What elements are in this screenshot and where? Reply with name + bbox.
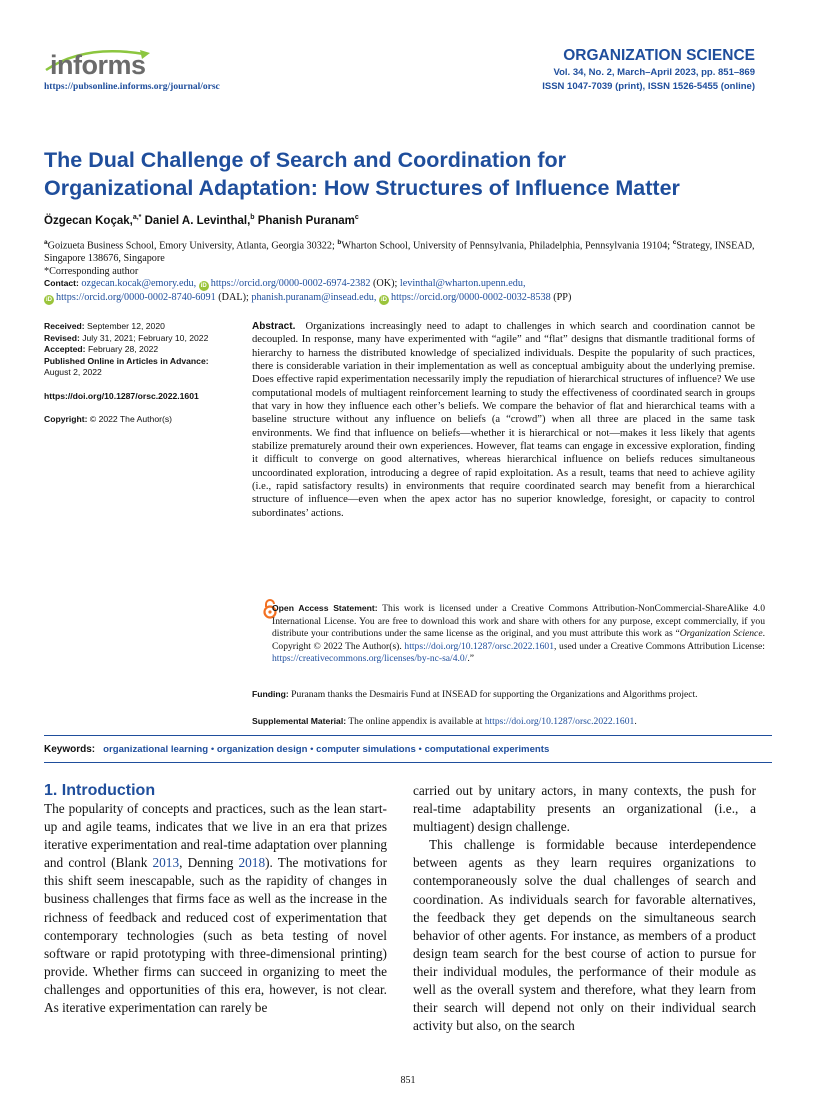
author-1: Özgecan Koçak, — [44, 214, 133, 227]
author-2-sup: b — [250, 214, 255, 221]
orcid-link-2[interactable]: https://orcid.org/0000-0002-8740-6091 — [56, 292, 216, 303]
keyword-separator: • — [310, 744, 314, 755]
received-label: Received: — [44, 321, 85, 331]
keyword-link[interactable]: organization design — [216, 744, 308, 755]
intro-text: The popularity of concepts and practices, such as the lean start-up and agile teams, indicates that we live in an era that prizes iterative experimentation and real-time adaptation over planning and control (Blank — [44, 801, 387, 871]
keywords — [44, 744, 549, 755]
supplemental-text: The online appendix is available at — [348, 716, 483, 727]
orcid-icon: iD — [46, 297, 52, 303]
orcid-icon: iD — [200, 283, 207, 289]
affiliation-b: Wharton School, University of Pennsylvania, Philadelphia, Pennsylvania 19104; — [341, 240, 671, 252]
revised-date: July 31, 2021; February 10, 2022 — [82, 332, 209, 343]
funding-label: Funding: — [252, 689, 289, 699]
orcid-icon: iD — [380, 297, 387, 303]
citation-link[interactable]: 2013 — [152, 855, 180, 871]
keyword-link[interactable]: computational experiments — [424, 744, 550, 755]
email-link-2[interactable]: levinthal@wharton.upenn.edu, — [399, 278, 526, 289]
paragraph: This challenge is formidable because interdependence between agents as they learn requires organizations to contemporaneously solve the dual challenges of search and coordination. As individuals search for favorable alternatives, the feedback they get depends on the simultaneous search behavior of other agents. For instance, as members of a product design team search for the best course of action to pursue for their individual modules, the performance of their module as well as the overall system and therefore, what they learn from their search will depend not only on their individual search activity but also, on the search — [413, 837, 756, 1034]
received-date: September 12, 2020 — [87, 321, 165, 331]
open-access-doi-link[interactable]: https://doi.org/10.1287/orsc.2022.1601 — [404, 640, 554, 652]
author-2: Daniel A. Levinthal, — [144, 214, 251, 227]
affiliations: $^a$Goizueta Business School, Emory University, Atlanta, Georgia 30322; $^b$Wharton School, University of Pennsylvania, Philadelphia, Pennsylvania 19104; $^c$Strategy, INSEAD, Singapore 138676, Singapore *Corresponding author — [44, 239, 755, 278]
open-access-statement — [262, 602, 765, 666]
journal-name: ORGANIZATION SCIENCE — [563, 47, 755, 64]
orcid-link-3[interactable]: https://orcid.org/0000-0002-0032-8538 — [390, 292, 551, 303]
funding-text: Puranam thanks the Desmairis Fund at INSEAD for supporting the Organizations and Algorithms project. — [291, 689, 698, 700]
body-column-left — [44, 800, 387, 1017]
email-link-3[interactable]: phanish.puranam@insead.edu, — [251, 292, 377, 303]
supplemental-material — [252, 715, 755, 729]
corresponding-author-note: *Corresponding author — [44, 266, 139, 278]
accepted-date: February 28, 2022 — [87, 344, 159, 354]
revised-label: Revised: — [44, 332, 80, 343]
keyword-link[interactable]: organizational learning — [103, 744, 209, 755]
supplemental-label: Supplemental Material: — [252, 716, 347, 726]
open-access-text: This work is licensed under a Creative Commons Attribution-NonCommercial-ShareAlike 4.0 International License. You are free to download this work and share with others for any purpose, except commercially, if you distribute your contributions under the same license as the original, and you must attribute this work as “ — [272, 603, 765, 640]
body-column-right — [413, 782, 756, 1035]
intro-text: ). The motivations for this shift seem inescapable, such as the rapidity of changes in business challenges that firms face as well as the increase in the richness of feedback and reduced cost of experimentation that contemporary technologies (such as beta testing of novel software or rapid prototyping with three-dimensional printing) provide. Whether firms can succeed in organizing to meet the challenges and opportunities of this era, however, is not clear. As iterative experimentation can rarely be — [44, 855, 388, 1016]
open-access-text-4: .” — [467, 653, 475, 665]
citation-link[interactable]: 2018 — [238, 855, 266, 871]
divider — [44, 762, 772, 763]
abstract-label: Abstract. — [252, 321, 296, 332]
keyword-link[interactable]: computer simulations — [316, 744, 416, 755]
keyword-separator: • — [210, 744, 215, 755]
abstract — [252, 320, 755, 520]
keyword-separator: • — [418, 744, 422, 755]
license-link[interactable]: https://creativecommons.org/licenses/by-nc-sa/4.0/ — [272, 653, 468, 665]
keywords-label: Keywords: — [44, 744, 96, 755]
email-link-1[interactable]: ozgecan.kocak@emory.edu, — [81, 278, 197, 289]
orcid-tag-1: (OK); — [372, 278, 398, 289]
published-date: August 2, 2022 — [44, 367, 102, 377]
orcid-tag-3: (PP) — [553, 292, 572, 303]
author-1-sup: a,* — [132, 214, 142, 221]
page-number: 851 — [400, 1075, 416, 1086]
supplemental-end: . — [634, 716, 637, 727]
supplemental-link[interactable]: https://doi.org/10.1287/orsc.2022.1601 — [484, 716, 635, 727]
journal-url-link[interactable]: https://pubsonline.informs.org/journal/orsc — [44, 82, 220, 92]
affiliation-a: Goizueta Business School, Emory University, Atlanta, Georgia 30322; — [47, 240, 335, 252]
author-3-sup: c — [354, 214, 359, 221]
author-3: Phanish Puranam — [257, 214, 355, 227]
title-line-2: Organizational Adaptation: How Structures of Influence Matter — [44, 176, 680, 200]
journal-issn: ISSN 1047-7039 (print), ISSN 1526-5455 (online) — [542, 81, 755, 92]
published-label: Published Online in Articles in Advance: — [44, 355, 209, 366]
paragraph: carried out by unitary actors, in many contexts, the push for real-time adaptability presents an organizational (i.e., a multiagent) design challenge. — [413, 783, 756, 835]
orcid-tag-2: (DAL); — [218, 292, 249, 303]
title-line-1: The Dual Challenge of Search and Coordination for — [44, 148, 567, 172]
copyright-label: Copyright: — [44, 414, 88, 424]
funding — [252, 688, 755, 702]
affiliation-c: Strategy, INSEAD, Singapore 138676, Singapore — [44, 240, 755, 265]
open-access-journal: Organization Science — [679, 628, 763, 640]
authors — [44, 214, 359, 227]
intro-text: , Denning — [179, 855, 239, 871]
journal-volume: Vol. 34, No. 2, March–April 2023, pp. 851–869 — [553, 67, 755, 78]
section-heading: 1. Introduction — [44, 782, 156, 799]
open-access-text-2: . Copyright © 2022 The Author(s). — [272, 628, 765, 652]
doi-link[interactable]: https://doi.org/10.1287/orsc.2022.1601 — [44, 390, 199, 401]
contact-label: Contact: — [44, 278, 79, 288]
article-history — [44, 321, 234, 426]
orcid-link-1[interactable]: https://orcid.org/0000-0002-6974-2382 — [210, 278, 371, 289]
contact-block — [44, 277, 774, 305]
abstract-text: Organizations increasingly need to adapt to challenges in which search and coordination cannot be decoupled. In response, many have experimented with “agile” and “flat” designs that dismantle traditional forms of hierarchy to harness the distributed knowledge of specialized individuals. Despite the popularity of such practices, there is considerable variation in their implementation as well as conceptual ambiguity about the underlying premise. Does effective rapid experimentation necessarily imply the repudiation of hierarchical structures of influence? We use computational models of multiagent reinforcement learning to study the effectiveness of coordinated search in groups that vary in how they influence each other’s beliefs. We compare the behavior of flat and hierarchical teams with a baseline structure without any influence on beliefs (a “crowd”) when all three are placed in the same task environments. We find that influence on beliefs—whether it is hierarchical or not—makes it less likely that agents stabilize prematurely around their own experiences. However, flat teams can engage in excessive exploration, finding it difficult to converge on good alternatives, whereas hierarchical influence on beliefs reduces simultaneous uncoordinated exploration, introducing a degree of rapid exploitation. As a result, teams that need to achieve agility (i.e., rapid satisfactory results) in environments that require coordinated search may benefit from a hierarchical structure of influence—even when the apex actor has no superior knowledge, foresight, or capacity to control subordinates’ actions. — [252, 321, 756, 519]
logo-text: informs — [50, 50, 146, 80]
accepted-label: Accepted: — [44, 344, 86, 354]
copyright-text: © 2022 The Author(s) — [89, 414, 172, 424]
article-title — [44, 146, 764, 202]
divider — [44, 735, 772, 736]
open-access-label: Open Access Statement: — [272, 603, 378, 613]
open-access-text-3: , used under a Creative Commons Attribution License: — [554, 640, 765, 652]
